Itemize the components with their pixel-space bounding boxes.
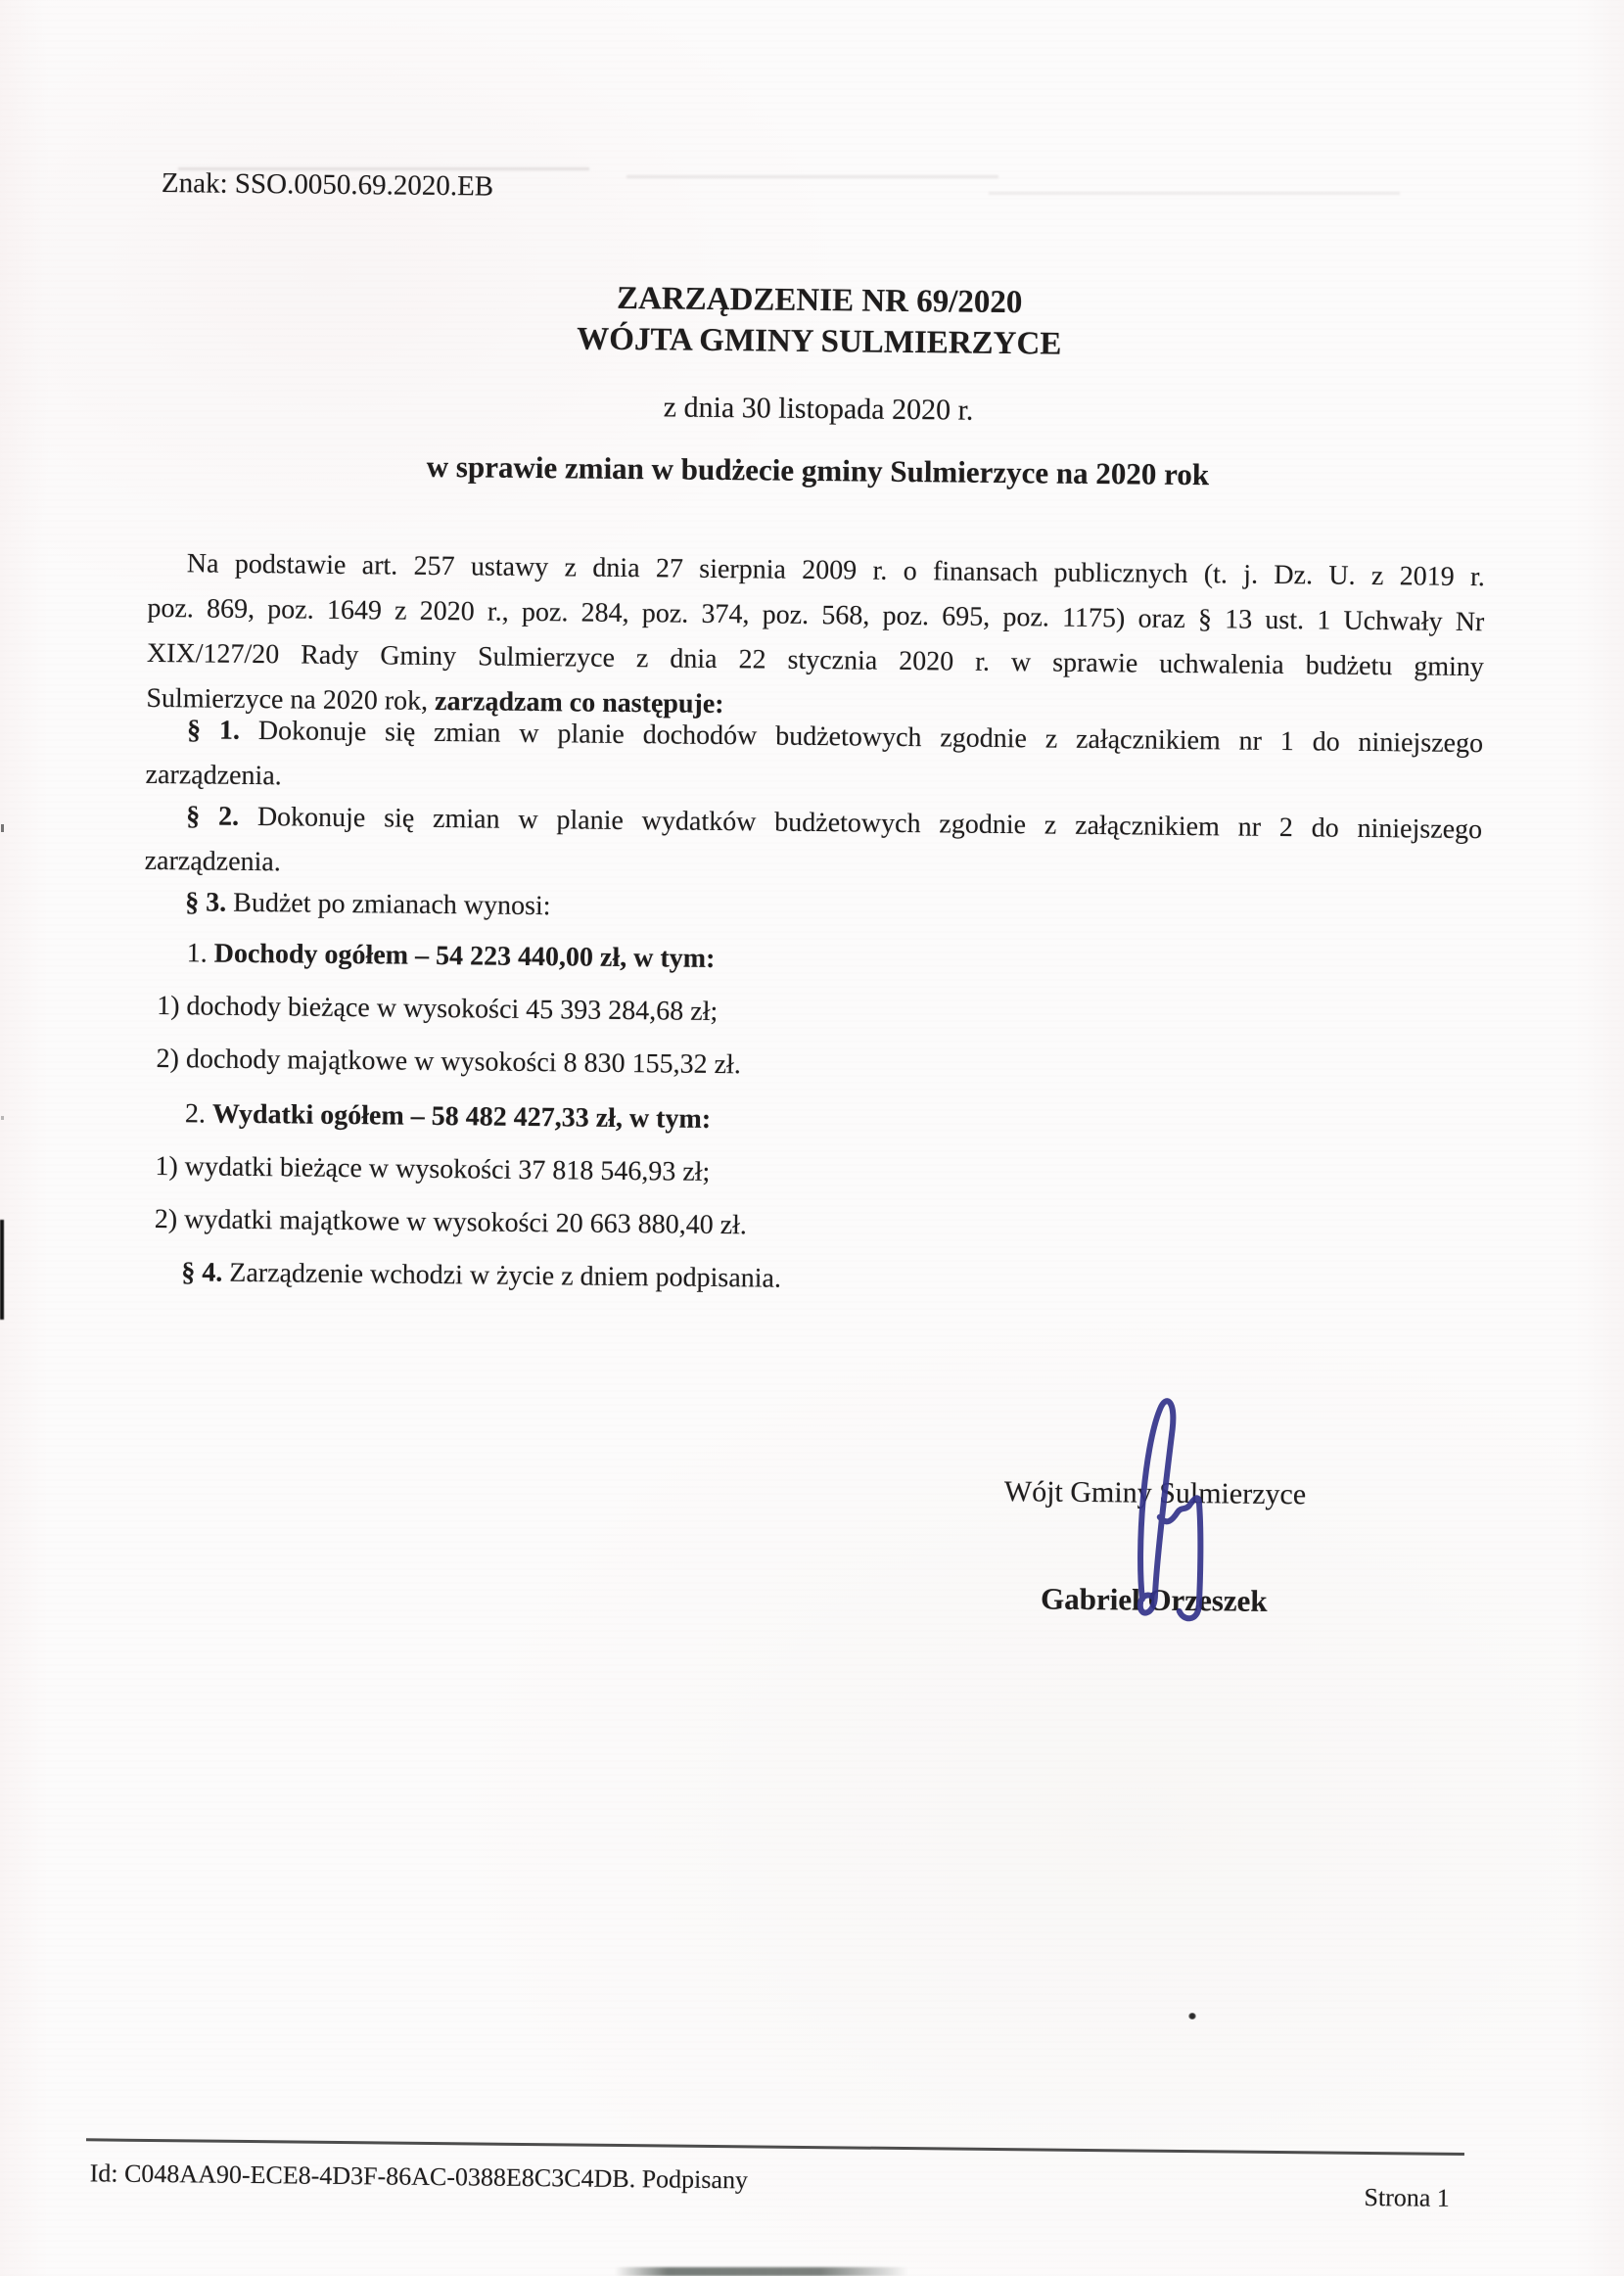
title-line-1: ZARZĄDZENIE NR 69/2020 [616,280,1023,321]
document-date: z dnia 30 listopada 2020 r. [663,391,974,427]
handwritten-signature [1114,1391,1234,1656]
footer-document-id: Id: C048AA90-ECE8-4D3F-86AC-0388E8C3C4DB. Podpisany [89,2159,749,2195]
expense-capital-text: 2) wydatki majątkowe w wysokości 20 663 880,40 zł. [154,1203,748,1241]
document-title [7,271,1624,370]
section-2-marker: § 2. [186,801,240,832]
title-line-2: WÓJTA GMINY SULMIERZYCE [577,321,1062,362]
income-current-line [143,984,1480,1043]
expense-total [185,1092,1479,1150]
section-1-line: zarządzenia. [145,759,282,792]
section-1-text: Dokonuje się zmian w planie dochodów budżetowych zgodnie z załącznikiem nr 1 do niniejszego [257,716,1484,760]
section-3-text: Budżet po zmianach wynosi: [233,887,551,922]
signature-name: Gabriel Orzeszek [1040,1581,1268,1618]
expense-total-line [142,1092,1479,1150]
income-total-text: Dochody ogółem – 54 223 440,00 zł, w tym: [213,938,716,974]
income-current-text: 1) dochody bieżące w wysokości 45 393 284,68 zł; [156,990,719,1027]
expense-current-line [141,1144,1478,1203]
section-4-paragraph [140,1250,1477,1309]
income-total-marker: 1. [186,938,208,969]
signature-stroke-loop [1139,1401,1173,1613]
section-4-line [140,1250,1477,1309]
legal-basis-line: poz. 869, poz. 1649 z 2020 r., poz. 284, poz. 374, poz. 568, poz. 695, poz. 1175) oraz § 13 ust. 1 Uchwały Nr [147,592,1485,638]
reference-number: Znak: SSO.0050.69.2020.EB [161,166,494,203]
income-total-line [143,931,1480,990]
legal-basis-line: Na podstawie art. 257 ustawy z dnia 27 sierpnia 2009 r. o finansach publicznych (t. j. Dz. U. z 2019 r. [186,548,1485,593]
income-total [186,931,1480,990]
section-2-text: Dokonuje się zmian w planie wydatków budżetowych zgodnie z załącznikiem nr 2 do niniejszego [256,802,1483,846]
section-4-marker: § 4. [181,1257,223,1288]
footer-divider [86,2138,1464,2156]
legal-basis-paragraph [146,541,1485,735]
section-1-marker: § 1. [186,715,241,746]
expense-total-text: Wydatki ogółem – 58 482 427,33 zł, w tym: [211,1098,712,1135]
income-capital-text: 2) dochody majątkowe w wysokości 8 830 155,32 zł. [156,1043,741,1081]
expense-total-marker: 2. [184,1098,207,1130]
legal-basis-ordaining-clause: zarządzam co następuje: [434,685,724,720]
signature-role: Wójt Gminy Sulmierzyce [1003,1475,1307,1511]
section-3-marker: § 3. [185,887,227,918]
expense-capital-line [141,1197,1478,1256]
legal-basis-line: XIX/127/20 Rady Gminy Sulmierzyce z dnia 22 stycznia 2020 r. w sprawie uchwalenia budżetu gminy [146,637,1485,683]
expense-current-text: 1) wydatki bieżące w wysokości 37 818 546,93 zł; [155,1150,711,1187]
section-2-line: zarządzenia. [144,845,281,878]
legal-basis-tail: Sulmierzyce na 2020 rok, [146,682,436,717]
document-subject: w sprawie zmian w budżecie gminy Sulmierzyce na 2020 rok [426,448,1210,492]
footer-page-number: Strona 1 [1364,2182,1451,2212]
section-4-text: Zarządzenie wchodzi w życie z dniem podpisania. [229,1257,782,1294]
income-capital-line [142,1037,1479,1095]
